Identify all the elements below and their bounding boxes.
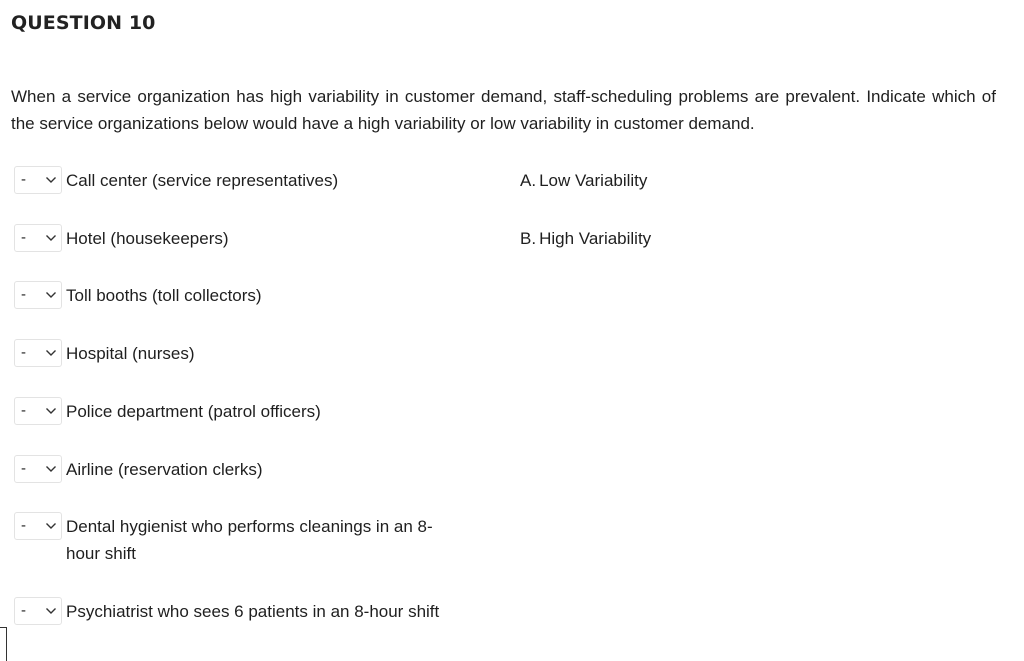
match-select-hospital[interactable]: [14, 339, 62, 367]
select-value: -: [21, 402, 26, 419]
match-row-police: [14, 397, 466, 425]
match-row-call-center: [14, 166, 466, 194]
chevron-down-icon: [45, 290, 57, 300]
chevron-down-icon: [45, 464, 57, 474]
select-value: -: [21, 602, 26, 619]
item-label-police: Police department (patrol officers): [66, 402, 321, 421]
answer-text: Low Variability: [539, 171, 648, 190]
match-row-hotel: [14, 224, 466, 252]
answer-text: High Variability: [539, 229, 652, 248]
chevron-down-icon: [45, 521, 57, 531]
item-label-hotel: Hotel (housekeepers): [66, 229, 229, 248]
match-select-airline[interactable]: [14, 455, 62, 483]
item-label-hospital: Hospital (nurses): [66, 344, 195, 363]
item-label-dental: Dental hygienist who performs cleanings in an 8-hour shift: [66, 517, 433, 563]
item-label-toll-booths: Toll booths (toll collectors): [66, 286, 262, 305]
match-row-psychiatrist: [14, 597, 466, 625]
select-value: -: [21, 171, 26, 188]
chevron-down-icon: [45, 348, 57, 358]
match-select-hotel[interactable]: [14, 224, 62, 252]
match-row-airline: [14, 455, 466, 483]
chevron-down-icon: [45, 175, 57, 185]
answer-option-b: [520, 225, 651, 252]
item-label-call-center: Call center (service representatives): [66, 171, 339, 190]
select-value: -: [21, 286, 26, 303]
match-select-police[interactable]: [14, 397, 62, 425]
match-select-dental[interactable]: [14, 512, 62, 540]
select-value: -: [21, 517, 26, 534]
match-row-hospital: [14, 339, 466, 367]
partial-panel-edge: [0, 627, 7, 661]
item-label-airline: Airline (reservation clerks): [66, 460, 263, 479]
match-select-psychiatrist[interactable]: [14, 597, 62, 625]
select-value: -: [21, 229, 26, 246]
chevron-down-icon: [45, 606, 57, 616]
match-row-dental: [14, 512, 456, 567]
answer-letter: A.: [520, 171, 537, 190]
answer-letter: B.: [520, 229, 537, 248]
chevron-down-icon: [45, 233, 57, 243]
match-select-call-center[interactable]: [14, 166, 62, 194]
question-prompt: When a service organization has high variability in customer demand, staff-scheduling problems are prevalent. Indicate which of the service organizations below would have a high variability or low variability in customer demand.: [11, 87, 996, 133]
item-label-psychiatrist: Psychiatrist who sees 6 patients in an 8-hour shift: [66, 602, 440, 621]
answer-option-a: [520, 167, 647, 194]
select-value: -: [21, 460, 26, 477]
question-title: QUESTION 10: [11, 12, 156, 34]
select-value: -: [21, 344, 26, 361]
match-row-toll-booths: [14, 281, 466, 309]
match-select-toll-booths[interactable]: [14, 281, 62, 309]
chevron-down-icon: [45, 406, 57, 416]
